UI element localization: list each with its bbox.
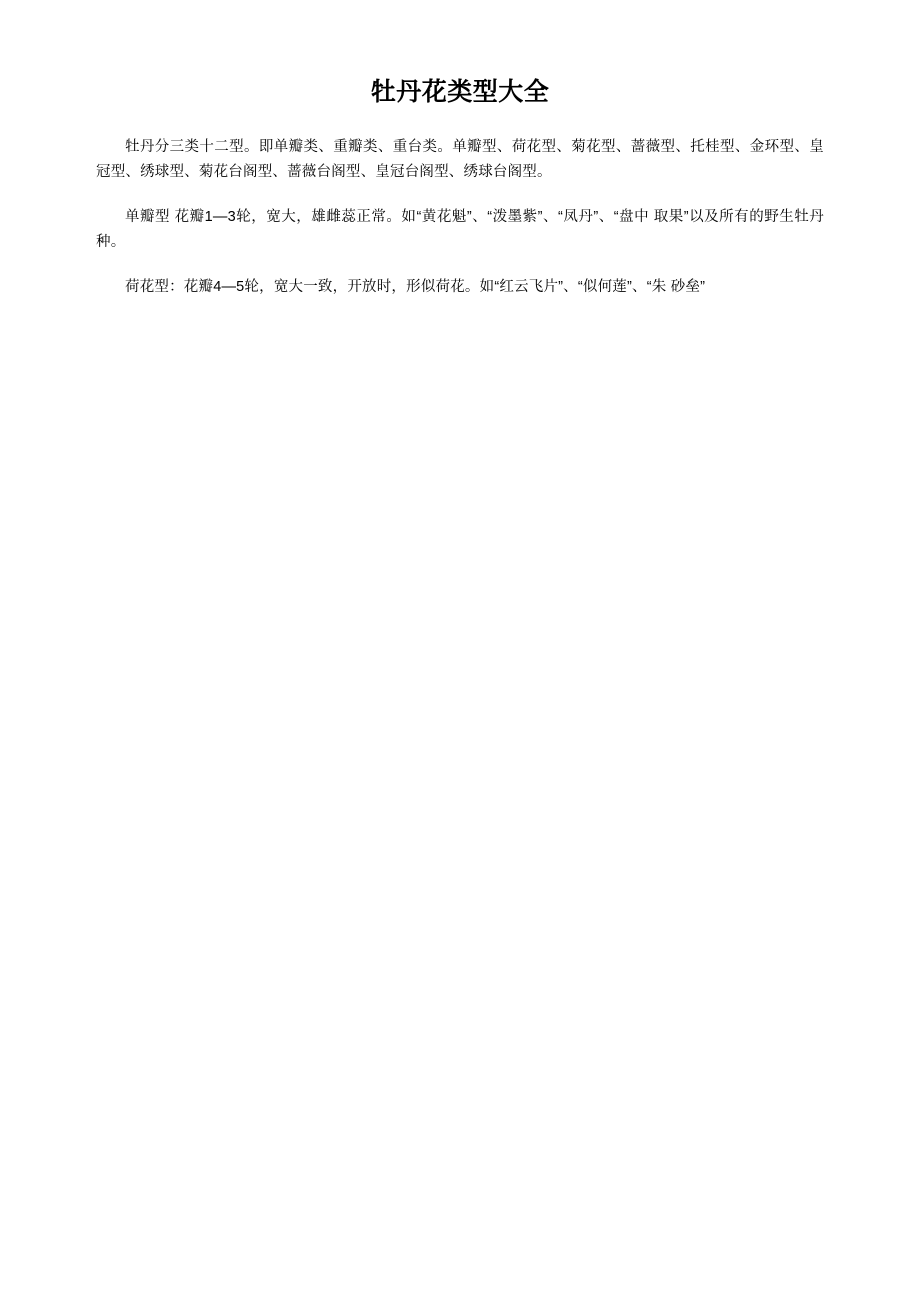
document-body bbox=[96, 76, 824, 318]
paragraph-single-petal-type: 单瓣型 花瓣1—3轮，宽大，雄雌蕊正常。如“黄花魁”、“泼墨紫”、“凤丹”、“盘中 取果”以及所有的野生牡丹种。 bbox=[96, 208, 824, 250]
paragraph-intro: 牡丹分三类十二型。即单瓣类、重瓣类、重台类。单瓣型、荷花型、菊花型、蔷薇型、托桂型、金环型、皇冠型、绣球型、菊花台阁型、蔷薇台阁型、皇冠台阁型、绣球台阁型。 bbox=[96, 138, 824, 180]
page-title: 牡丹花类型大全 bbox=[370, 78, 550, 106]
paragraph-lotus-type: 荷花型：花瓣4—5轮，宽大一致，开放时，形似荷花。如“红云飞片”、“似何莲”、“朱 砂垒” bbox=[125, 278, 706, 295]
